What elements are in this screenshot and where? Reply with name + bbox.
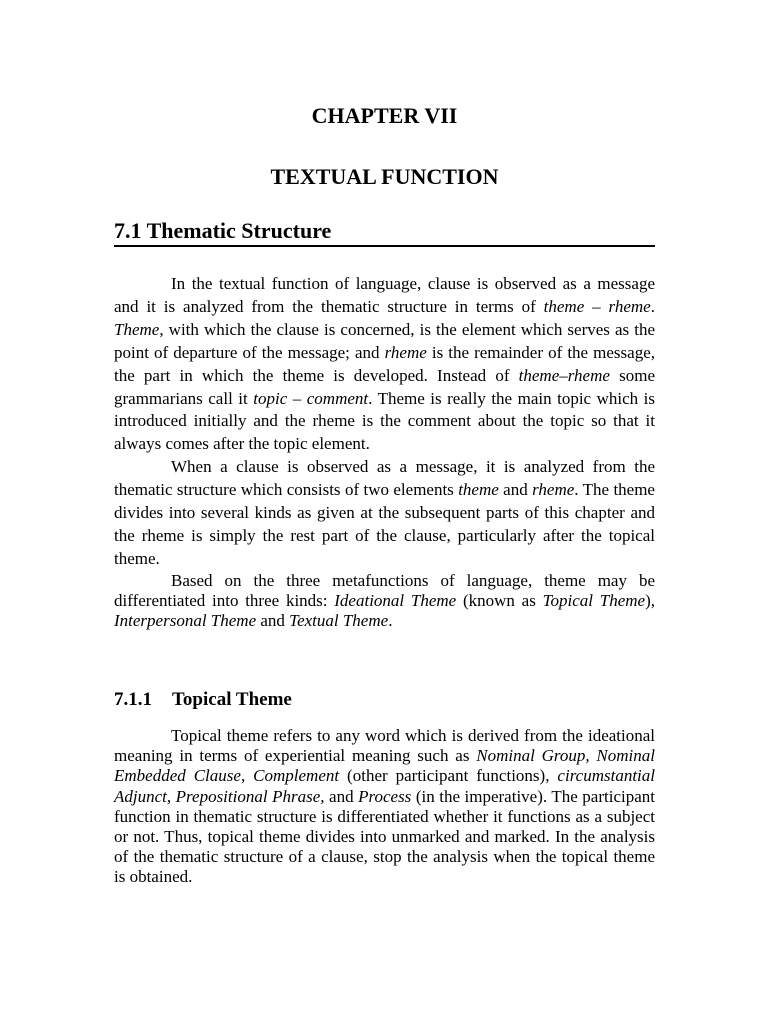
subsection-body [114, 726, 655, 888]
paragraph: Based on the three metafunctions of language, theme may be differentiated into three kinds: Ideational Theme (known as Topical Theme), Interpersonal Theme and Textual Theme. [114, 570, 655, 630]
subsection-number: 7.1.1 [114, 689, 152, 710]
section-heading: 7.1 Thematic Structure [114, 217, 655, 247]
chapter-title: CHAPTER VII [311, 103, 458, 128]
paragraph: When a clause is observed as a message, it is analyzed from the thematic structure which consists of two elements theme and rheme. The theme divides into several kinds as given at the subsequent parts of this chapter and the rheme is simply the rest part of the clause, particularly after the topical theme. [114, 457, 655, 568]
subsection-heading [114, 688, 655, 712]
subsection-title: Topical Theme [172, 689, 292, 710]
paragraph: In the textual function of language, clause is observed as a message and it is analyzed from the thematic structure in terms of theme – rheme. Theme, with which the clause is concerned, is the element which serves as the point of departure of the message; and rheme is the remainder of the message, the part in which the theme is developed. Instead of theme–rheme some grammarians call it topic – comment. Theme is really the main topic which is introduced initially and the rheme is the comment about the topic so that it always comes after the topic element. [114, 274, 655, 454]
paragraph: Topical theme refers to any word which is derived from the ideational meaning in terms of experiential meaning such as Nominal Group, Nominal Embedded Clause, Complement (other participant functions), circumstantial Adjunct, Prepositional Phrase, and Process (in the imperative). The participant function in thematic structure is differentiated whether it functions as a subject or not. Thus, topical theme divides into unmarked and marked. In the analysis of the thematic structure of a clause, stop the analysis when the topical theme is obtained. [114, 726, 656, 887]
section-body [114, 273, 655, 631]
function-title: TEXTUAL FUNCTION [270, 164, 499, 189]
